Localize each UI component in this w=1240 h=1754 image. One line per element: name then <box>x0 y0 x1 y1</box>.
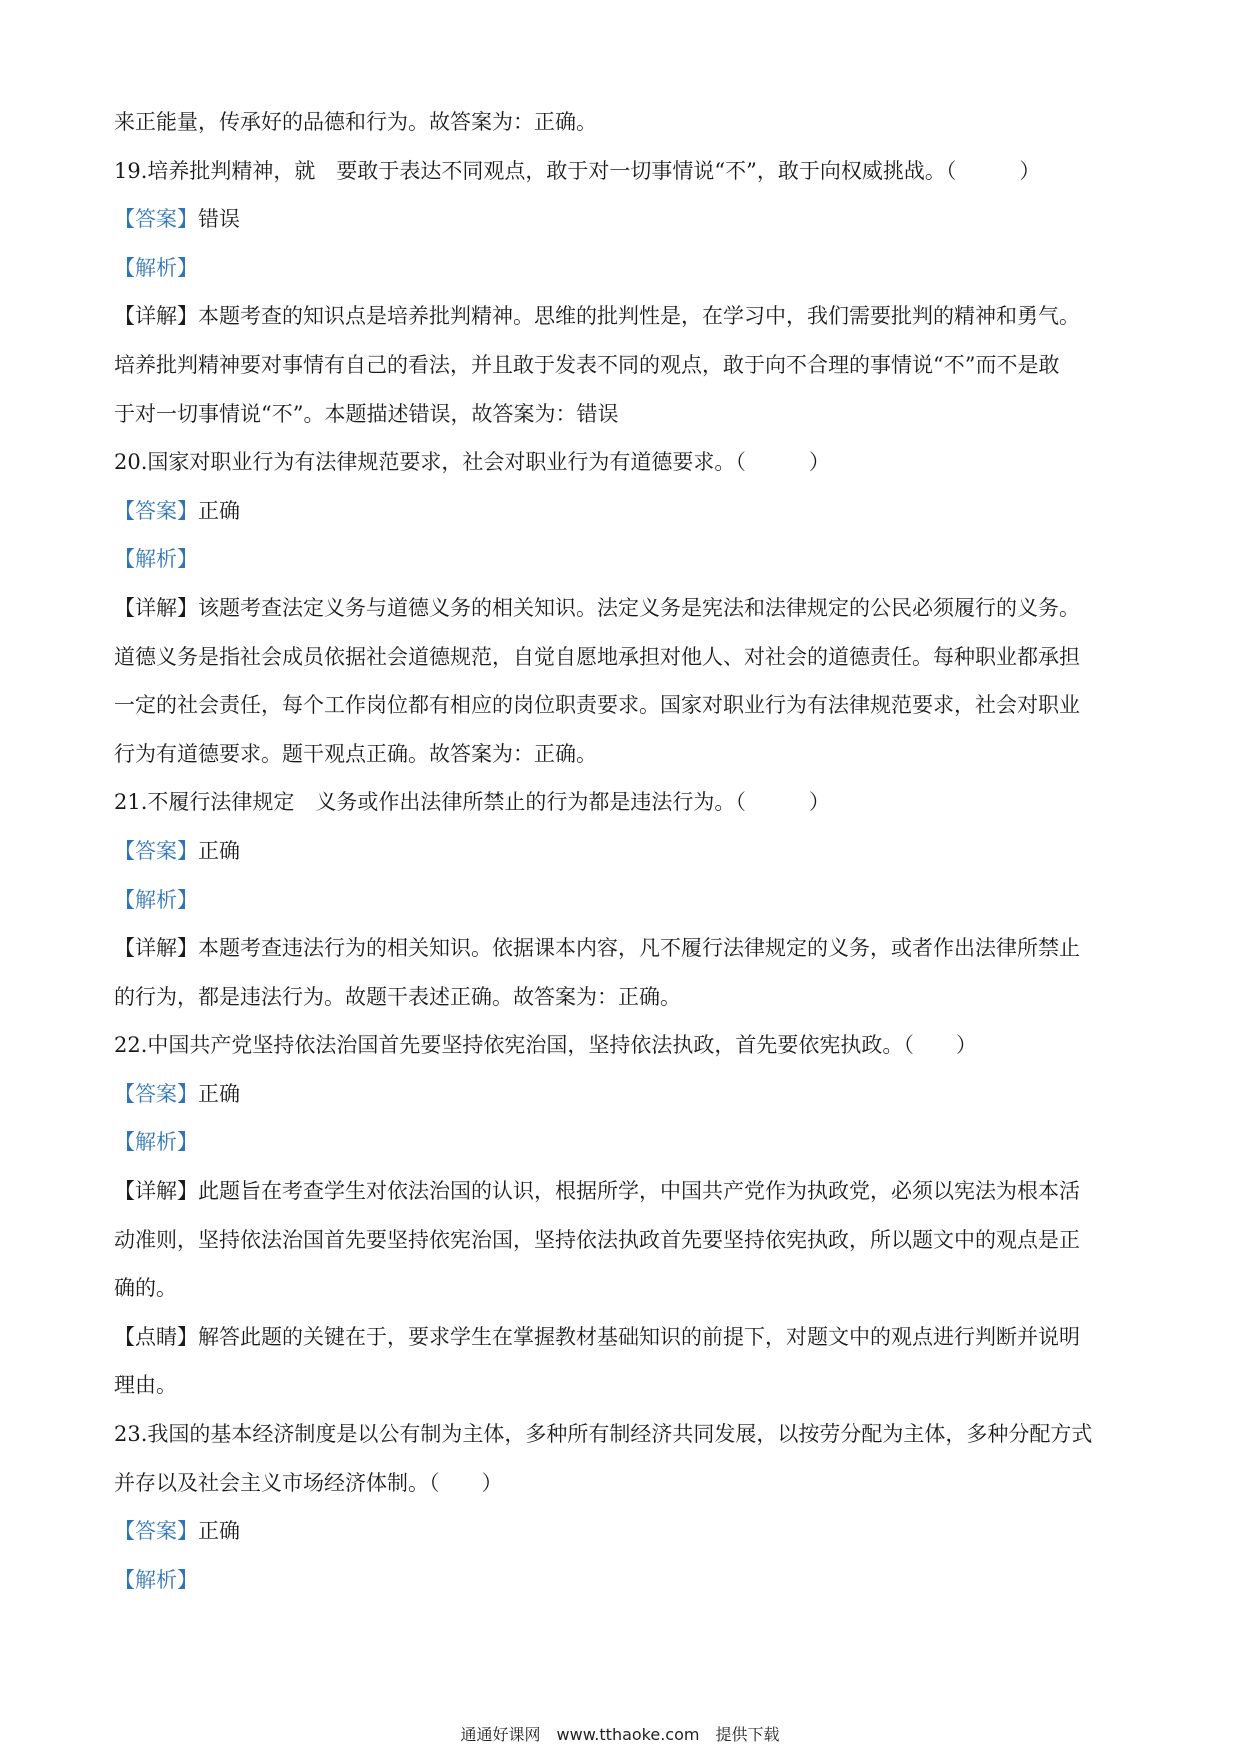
text-line <box>114 1021 1130 1070</box>
line-text: 一定的社会责任，每个工作岗位都有相应的岗位职责要求。国家对职业行为有法律规范要求，社会对职业 <box>114 693 1080 718</box>
text-line <box>114 681 1130 730</box>
answer-tag: 【解析】 <box>114 887 198 912</box>
text-line <box>114 1459 1130 1508</box>
line-text: 正确 <box>198 498 240 523</box>
text-line <box>114 1410 1130 1459</box>
text-line <box>114 195 1130 244</box>
line-text: 正确 <box>198 1519 240 1544</box>
text-line <box>114 244 1130 293</box>
line-text: 解答此题的关键在于，要求学生在掌握教材基础知识的前提下，对题文中的观点进行判断并说明 <box>198 1324 1080 1349</box>
detail-tag: 【详解】 <box>114 1179 198 1204</box>
line-text: 该题考查法定义务与道德义务的相关知识。法定义务是宪法和法律规定的公民必须履行的义务。 <box>198 595 1080 620</box>
detail-tag: 【详解】 <box>114 936 198 961</box>
text-line <box>114 973 1130 1022</box>
line-text: 培养批判精神要对事情有自己的看法，并且敢于发表不同的观点，敢于向不合理的事情说“不”而不是敢 <box>114 352 1060 377</box>
text-line <box>114 341 1130 390</box>
line-text: 来正能量，传承好的品德和行为。故答案为：正确。 <box>114 110 597 134</box>
line-text: 本题考查的知识点是培养批判精神。思维的批判性是，在学习中，我们需要批判的精神和勇气。 <box>198 304 1080 329</box>
text-line <box>114 730 1130 779</box>
text-line <box>114 1556 1130 1605</box>
detail-tag: 【详解】 <box>114 304 198 329</box>
line-text: 正确 <box>198 838 240 863</box>
line-text: 行为有道德要求。题干观点正确。故答案为：正确。 <box>114 741 597 766</box>
text-line <box>114 1313 1130 1362</box>
text-line <box>114 487 1130 536</box>
text-line <box>114 876 1130 925</box>
line-text: 此题旨在考查学生对依法治国的认识，根据所学，中国共产党作为执政党，必须以宪法为根本活 <box>198 1179 1080 1204</box>
line-text: 并存以及社会主义市场经济体制。（ ） <box>114 1470 503 1495</box>
text-line <box>114 1167 1130 1216</box>
detail-tag: 【点睛】 <box>114 1324 198 1349</box>
line-text: 的行为，都是违法行为。故题干表述正确。故答案为：正确。 <box>114 984 681 1009</box>
text-line <box>114 292 1130 341</box>
line-text: 21.不履行法律规定 义务或作出法律所禁止的行为都是违法行为。（ ） <box>114 790 830 815</box>
text-line <box>114 390 1130 439</box>
detail-tag: 【详解】 <box>114 595 198 620</box>
page-footer: 通通好课网 www.tthaoke.com 提供下载 <box>460 1725 780 1744</box>
line-text: 22.中国共产党坚持依法治国首先要坚持依宪治国，坚持依法执政，首先要依宪执政。（ ） <box>114 1033 977 1058</box>
text-line <box>114 584 1130 633</box>
line-text: 确的。 <box>114 1276 177 1301</box>
line-text: 错误 <box>198 207 240 232</box>
line-text: 理由。 <box>114 1373 177 1398</box>
text-line <box>114 1118 1130 1167</box>
text-line <box>114 827 1130 876</box>
document-body <box>114 98 1130 1604</box>
answer-tag: 【答案】 <box>114 838 198 863</box>
answer-tag: 【解析】 <box>114 1567 198 1592</box>
answer-tag: 【答案】 <box>114 498 198 523</box>
answer-tag: 【解析】 <box>114 1130 198 1155</box>
answer-tag: 【解析】 <box>114 255 198 280</box>
answer-tag: 【答案】 <box>114 1081 198 1106</box>
line-text: 动准则，坚持依法治国首先要坚持依宪治国，坚持依法执政首先要坚持依宪执政，所以题文中的观点是正 <box>114 1227 1080 1252</box>
line-text: 本题考查违法行为的相关知识。依据课本内容，凡不履行法律规定的义务，或者作出法律所禁止 <box>198 936 1080 961</box>
line-text: 于对一切事情说“不”。本题描述错误，故答案为：错误 <box>114 401 619 426</box>
text-line <box>114 924 1130 973</box>
line-text: 道德义务是指社会成员依据社会道德规范，自觉自愿地承担对他人、对社会的道德责任。每种职业都承担 <box>114 644 1080 669</box>
line-text: 正确 <box>198 1081 240 1106</box>
text-line <box>114 1264 1130 1313</box>
text-line <box>114 98 1130 147</box>
text-line <box>114 438 1130 487</box>
text-line <box>114 633 1130 682</box>
text-line <box>114 1507 1130 1556</box>
answer-tag: 【答案】 <box>114 207 198 232</box>
text-line <box>114 535 1130 584</box>
answer-tag: 【解析】 <box>114 547 198 572</box>
line-text: 23.我国的基本经济制度是以公有制为主体，多种所有制经济共同发展，以按劳分配为主体，多种分配方式 <box>114 1422 1093 1447</box>
text-line <box>114 147 1130 196</box>
answer-tag: 【答案】 <box>114 1519 198 1544</box>
text-line <box>114 1216 1130 1265</box>
text-line <box>114 778 1130 827</box>
text-line <box>114 1070 1130 1119</box>
line-text: 20.国家对职业行为有法律规范要求，社会对职业行为有道德要求。（ ） <box>114 450 830 475</box>
line-text: 19.培养批判精神，就 要敢于表达不同观点，敢于对一切事情说“不”，敢于向权威挑战。（ ） <box>114 158 1041 183</box>
text-line <box>114 1361 1130 1410</box>
